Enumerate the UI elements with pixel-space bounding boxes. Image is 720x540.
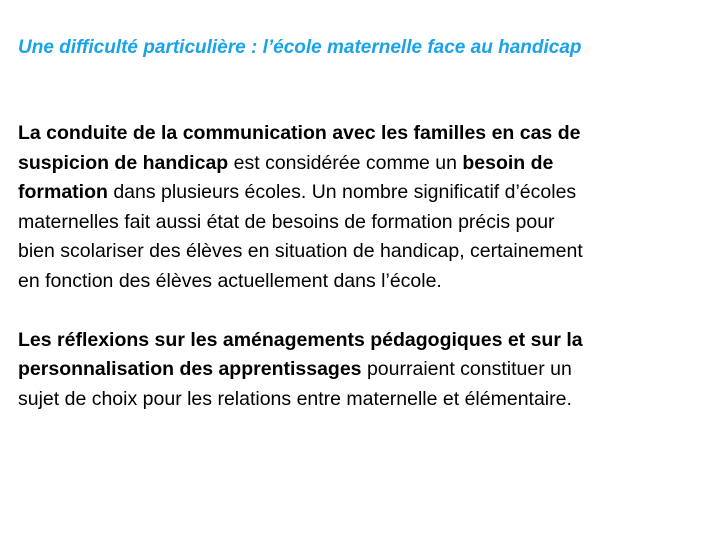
p1-line-2-text: est considérée comme un [228, 151, 463, 174]
p1-line-1: La conduite de la communication avec les familles en cas de [18, 122, 581, 144]
p1-line-6: en fonction des élèves actuellement dans l’école. [18, 269, 442, 292]
p1-emphasis-formation: formation [18, 181, 108, 203]
p1-line-2 [18, 149, 708, 179]
p2-line-2 [18, 355, 708, 385]
slide-body [18, 119, 708, 444]
paragraph-personalisation [18, 326, 708, 415]
p1-emphasis-suspicion: suspicion de handicap [18, 151, 229, 174]
p1-line-3-text: dans plusieurs écoles. Un nombre significatif d’écoles [107, 181, 577, 203]
p1-line-3 [18, 178, 708, 208]
p1-line-5: bien scolariser des élèves en situation de handicap, certainement [18, 240, 583, 262]
p2-line-2-text: pourraient constituer un [361, 358, 572, 380]
p1-line-4: maternelles fait aussi état de besoins de formation précis pour [18, 210, 555, 233]
p2-line-3: sujet de choix pour les relations entre maternelle et élémentaire. [18, 387, 572, 410]
paragraph-training-needs [18, 119, 708, 296]
p2-emphasis-personnalisation: personnalisation des apprentissages [18, 358, 362, 380]
slide-title: Une difficulté particulière : l’école maternelle face au handicap [18, 37, 582, 58]
p2-line-1: Les réflexions sur les aménagements pédagogiques et sur la [18, 328, 583, 351]
p1-emphasis-besoin: besoin de [462, 151, 554, 174]
